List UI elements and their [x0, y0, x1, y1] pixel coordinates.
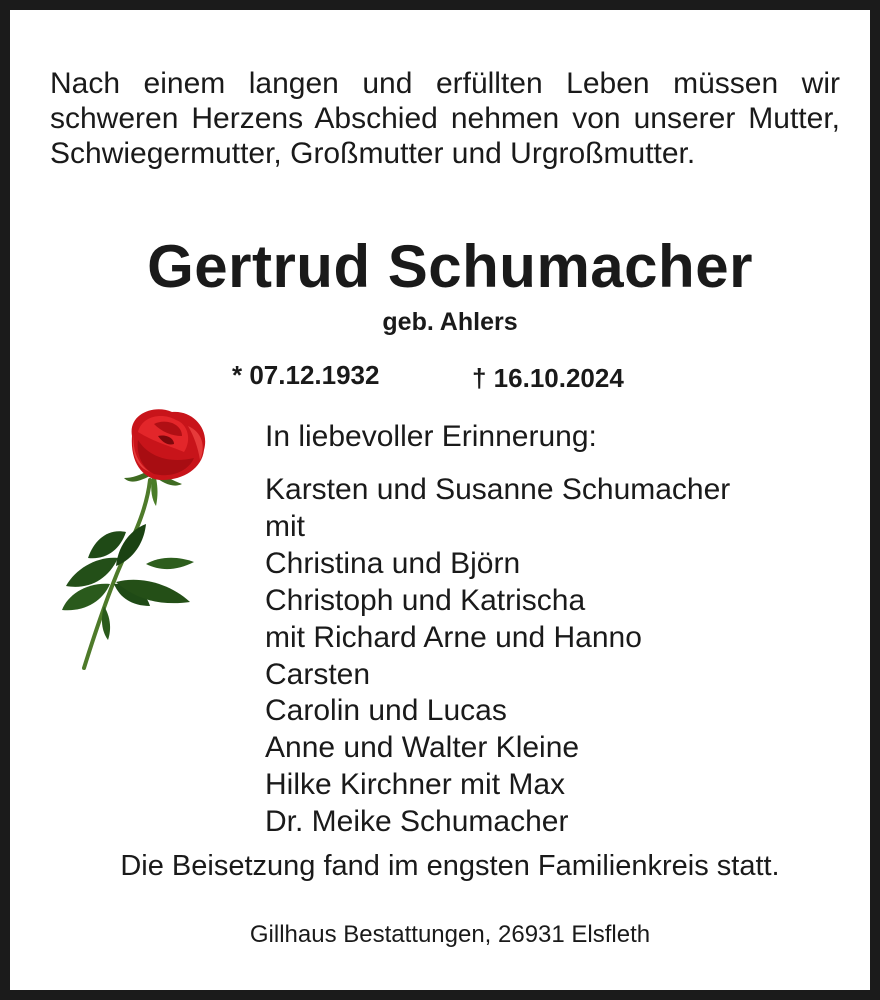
death-date: † 16.10.2024	[472, 363, 624, 393]
funeral-home: Gillhaus Bestattungen, 26931 Elsfleth	[249, 921, 651, 948]
mourner-line: Christoph und Katrischa	[265, 583, 586, 617]
mourners-list	[265, 472, 730, 841]
deceased-name: Gertrud Schumacher	[147, 233, 753, 300]
birth-date: * 07.12.1932	[232, 360, 380, 390]
burial-note: Die Beisetzung fand im engsten Familienkreis statt.	[120, 850, 780, 882]
mourner-line: Anne und Walter Kleine	[265, 731, 580, 765]
memory-line: In liebevoller Erinnerung:	[265, 420, 597, 453]
maiden-name: geb. Ahlers	[382, 308, 518, 336]
mourner-line: mit Richard Arne und Hanno	[265, 620, 642, 654]
intro-text: Nach einem langen und erfüllten Leben müssen wir schweren Herzens Abschied nehmen von unserer Mutter, Schwiegermutter, Großmutter und Urgroßmutter.	[50, 67, 840, 170]
red-rose-icon	[58, 406, 208, 670]
mourner-line: Dr. Meike Schumacher	[265, 805, 569, 839]
mourner-line: mit	[265, 509, 305, 543]
mourner-line: Carolin und Lucas	[265, 694, 507, 728]
mourner-line: Karsten und Susanne Schumacher	[265, 473, 731, 506]
mourner-line: Christina und Björn	[265, 546, 521, 580]
mourner-line: Hilke Kirchner mit Max	[265, 768, 566, 802]
mourner-line: Carsten	[265, 657, 371, 691]
